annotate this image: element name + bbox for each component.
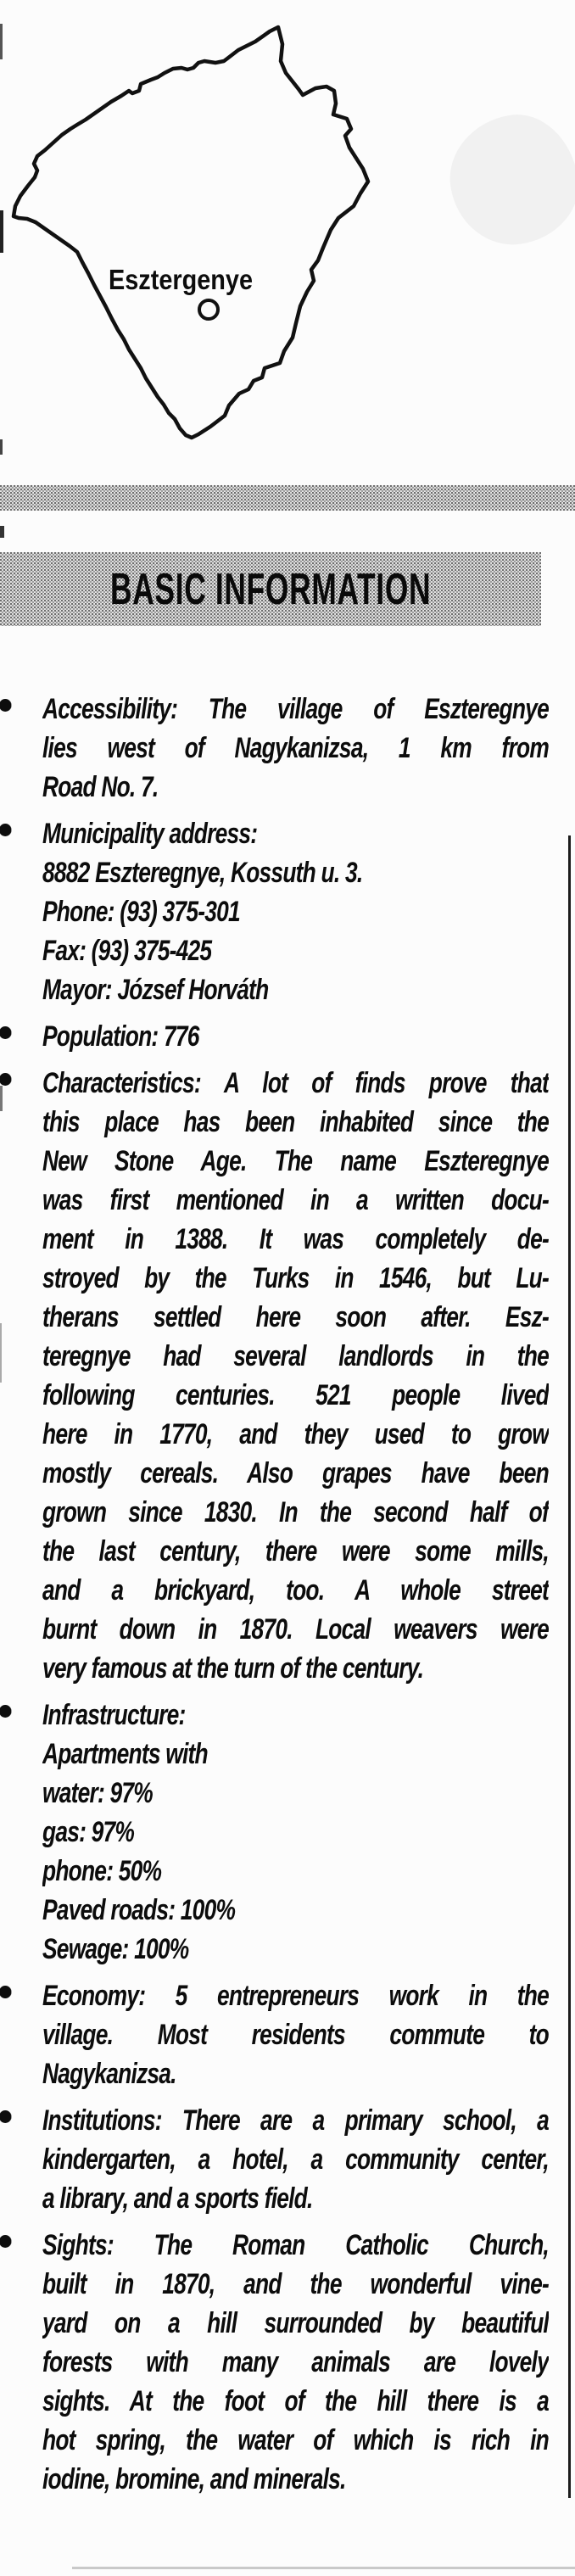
text-line: hot spring, the water of which is rich in xyxy=(42,2424,549,2456)
bottom-scan-line xyxy=(72,2567,575,2569)
section-municipality-address xyxy=(42,814,549,1009)
text-line: yard on a hill surrounded by beautiful xyxy=(42,2307,549,2339)
text-line: this place has been inhabited since the xyxy=(42,1106,549,1138)
text-line: and a brickyard, too. A whole street xyxy=(42,1574,549,1607)
text-line: Economy: 5 entrepreneurs work in the xyxy=(42,1980,549,2012)
text-line: sights. At the foot of the hill there is a xyxy=(42,2385,549,2417)
map-label: Esztergenye xyxy=(109,264,253,295)
text-line: gas: 97% xyxy=(42,1816,135,1848)
text-line: forests with many animals are lovely xyxy=(42,2346,549,2378)
text-line: Mayor: József Horváth xyxy=(42,974,269,1006)
text-line: Phone: (93) 375-301 xyxy=(42,896,240,928)
scan-artifact xyxy=(0,24,3,59)
section-institutions xyxy=(42,2101,549,2218)
page-title: BASIC INFORMATION xyxy=(109,564,432,614)
section-accessibility xyxy=(42,690,549,807)
text-line: 8882 Eszteregnye, Kossuth u. 3. xyxy=(42,857,363,889)
text-line: a library, and a sports field. xyxy=(42,2182,313,2215)
text-line: therans settled here soon after. Esz- xyxy=(42,1301,549,1333)
text-line: phone: 50% xyxy=(42,1855,162,1887)
text-line: lies west of Nagykanizsa, 1 km from xyxy=(42,732,549,764)
text-line: iodine, bromine, and minerals. xyxy=(42,2463,346,2495)
text-line: Infrastructure: xyxy=(42,1699,186,1731)
text-line: grown since 1830. In the second half of xyxy=(42,1496,549,1528)
text-line: the last century, there were some mills, xyxy=(42,1535,549,1567)
text-line: built in 1870, and the wonderful vine- xyxy=(42,2268,549,2300)
section-infrastructure xyxy=(42,1696,549,1969)
text-line: Sights: The Roman Catholic Church, xyxy=(42,2229,549,2261)
text-line: stroyed by the Turks in 1546, but Lu- xyxy=(42,1262,549,1294)
text-line: following centuries. 521 people lived xyxy=(42,1379,549,1411)
text-line: Population: 776 xyxy=(42,1020,199,1053)
village-location-circle-icon xyxy=(199,300,218,319)
text-line: burnt down in 1870. Local weavers were xyxy=(42,1613,549,1646)
text-line: Institutions: There are a primary school, a xyxy=(42,2104,549,2137)
scan-artifact xyxy=(0,1086,3,1111)
section-characteristics xyxy=(42,1064,549,1688)
text-line: Apartments with xyxy=(42,1738,208,1770)
text-line: Sewage: 100% xyxy=(42,1933,189,1965)
text-line: Characteristics: A lot of finds prove that xyxy=(42,1067,549,1099)
village-map xyxy=(0,0,399,483)
text-line: was first mentioned in a written docu- xyxy=(42,1184,549,1216)
text-line: Fax: (93) 375-425 xyxy=(42,935,212,967)
body-text xyxy=(42,690,549,2499)
text-line: New Stone Age. The name Eszteregnye xyxy=(42,1145,549,1177)
text-line: kindergarten, a hotel, a community center, xyxy=(42,2143,549,2176)
text-line: very famous at the turn of the century. xyxy=(42,1652,424,1685)
text-line: here in 1770, and they used to grow xyxy=(42,1418,549,1450)
header-band xyxy=(0,552,541,626)
scan-artifact xyxy=(0,526,4,538)
divider-band xyxy=(0,485,575,511)
map-outline xyxy=(14,27,368,438)
scan-artifact xyxy=(0,210,3,253)
text-line: mostly cereals. Also grapes have been xyxy=(42,1457,549,1489)
text-line: Accessibility: The village of Eszteregnye xyxy=(42,693,549,725)
page-edge-rule xyxy=(568,835,571,2498)
scan-artifact xyxy=(0,439,3,455)
text-line: Paved roads: 100% xyxy=(42,1894,236,1926)
text-line: Road No. 7. xyxy=(42,771,159,803)
section-economy xyxy=(42,1976,549,2093)
text-line: water: 97% xyxy=(42,1777,153,1809)
text-line: Nagykanizsa. xyxy=(42,2058,176,2090)
scan-smudge xyxy=(441,106,575,254)
text-line: Municipality address: xyxy=(42,818,258,850)
text-line: teregnye had several landlords in the xyxy=(42,1340,549,1372)
text-line: village. Most residents commute to xyxy=(42,2019,549,2051)
section-sights xyxy=(42,2226,549,2499)
map-canvas xyxy=(0,0,399,483)
section-population xyxy=(42,1017,549,1056)
scan-artifact xyxy=(0,1323,2,1383)
text-line: ment in 1388. It was completely de- xyxy=(42,1223,549,1255)
